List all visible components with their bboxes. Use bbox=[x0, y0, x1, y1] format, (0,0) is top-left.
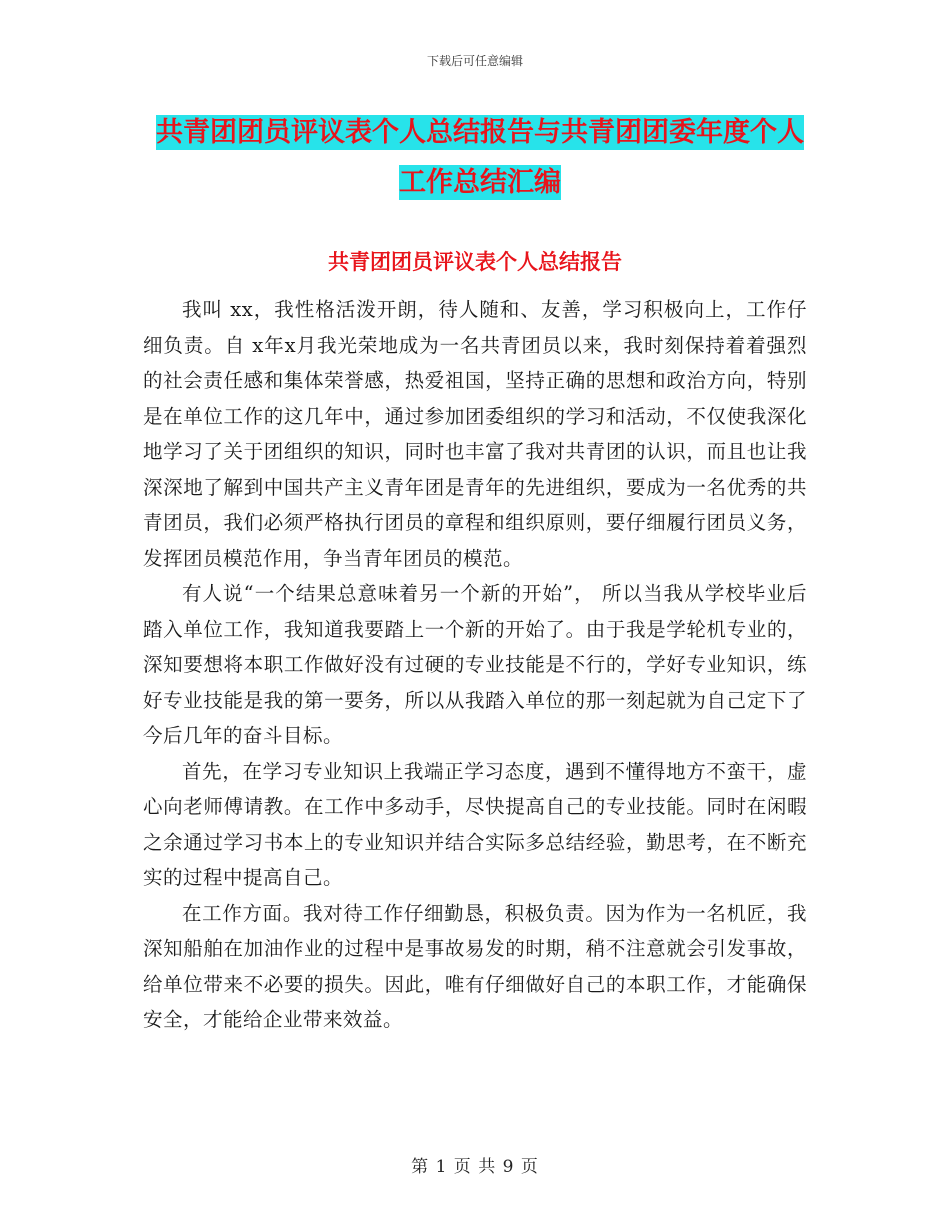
paragraph-3: 首先，在学习专业知识上我端正学习态度，遇到不懂得地方不蛮干，虚心向老师傅请教。在工作中多动手，尽快提高自己的专业技能。同时在闲暇之余通过学习书本上的专业知识并结合实际多总结经验，勤思考，在不断充实的过程中提高自己。 bbox=[143, 759, 807, 889]
section-title: 共青团团员评议表个人总结报告 bbox=[328, 250, 622, 274]
document-body bbox=[143, 292, 807, 1038]
document-title bbox=[150, 108, 810, 208]
page-footer: 第 1 页 共 9 页 bbox=[411, 1157, 539, 1177]
paragraph-2: 有人说“一个结果总意味着另一个新的开始”， 所以当我从学校毕业后踏入单位工作，我知道我要踏上一个新的开始了。由于我是学轮机专业的，深知要想将本职工作做好没有过硬的专业技能是不行的，学好专业知识，练好专业技能是我的第一要务，所以从我踏入单位的那一刻起就为自己定下了今后几年的奋斗目标。 bbox=[143, 582, 807, 747]
paragraph-1: 我叫 xx，我性格活泼开朗，待人随和、友善，学习积极向上，工作仔细负责。自 x年x月我光荣地成为一名共青团员以来，我时刻保持着着强烈的社会责任感和集体荣誉感，热爱祖国，坚持正确的思想和政治方向，特别是在单位工作的这几年中，通过参加团委组织的学习和活动，不仅使我深化地学习了关于团组织的知识，同时也丰富了我对共青团的认识，而且也让我深深地了解到中国共产主义青年团是青年的先进组织，要成为一名优秀的共青团员，我们必须严格执行团员的章程和组织原则，要仔细履行团员义务，发挥团员模范作用，争当青年团员的模范。 bbox=[143, 298, 807, 570]
paragraph-4: 在工作方面。我对待工作仔细勤恳，积极负责。因为作为一名机匠，我深知船舶在加油作业的过程中是事故易发的时期，稍不注意就会引发事故，给单位带来不必要的损失。因此，唯有仔细做好自己的本职工作，才能确保安全，才能给企业带来效益。 bbox=[143, 901, 807, 1031]
document-title-text: 共青团团员评议表个人总结报告与共青团团委年度个人工作总结汇编 bbox=[156, 117, 804, 198]
header-note: 下载后可任意编辑 bbox=[426, 54, 523, 68]
